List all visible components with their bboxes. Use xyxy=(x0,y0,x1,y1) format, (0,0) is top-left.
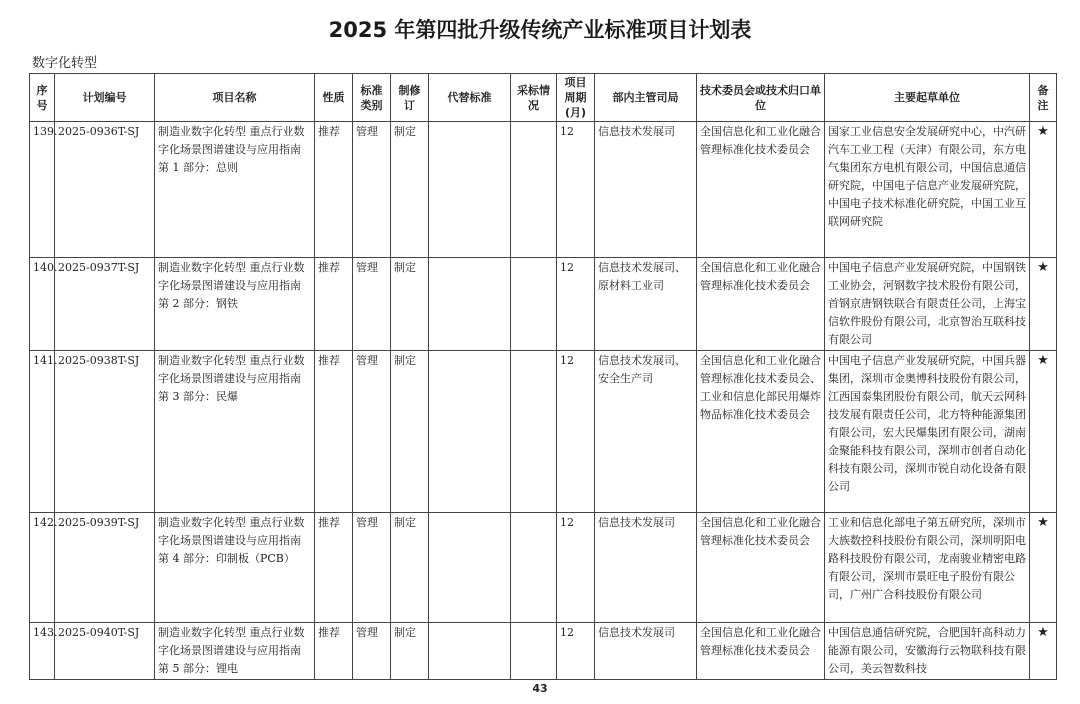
cell-category: 管理 xyxy=(353,623,391,680)
cell-adopt xyxy=(511,513,557,623)
cell-period: 12 xyxy=(557,623,595,680)
cell-replace xyxy=(429,258,511,351)
cell-name: 制造业数字化转型 重点行业数字化场景图谱建设与应用指南 第 5 部分：锂电 xyxy=(155,623,315,680)
cell-drafters: 国家工业信息安全发展研究中心，中汽研汽车工业工程（天津）有限公司，东方电气集团东方电机有限公司，中国信息通信研究院，中国电子信息产业发展研究院，中国电子技术标准化研究院，中国工业互联网研究院 xyxy=(825,122,1030,258)
cell-plan-no: 2025-0940T-SJ xyxy=(55,623,155,680)
star-icon: ★ xyxy=(1030,513,1057,623)
cell-drafters: 中国信息通信研究院，合肥国轩高科动力能源有限公司，安徽海行云物联科技有限公司，美云智数科技 xyxy=(825,623,1030,680)
cell-drafters: 中国电子信息产业发展研究院，中国兵器集团，深圳市金奥博科技股份有限公司，江西国泰集团股份有限公司，航天云网科技发展有限责任公司，北方特种能源集团有限公司，宏大民爆集团有限公司，湖南金聚能科技有限公司，深圳市创者自动化科技有限公司，深圳市锐自动化设备有限公司 xyxy=(825,351,1030,513)
cell-name: 制造业数字化转型 重点行业数字化场景图谱建设与应用指南 第 3 部分：民爆 xyxy=(155,351,315,513)
table-row xyxy=(30,513,1057,623)
cell-plan-no: 2025-0938T-SJ xyxy=(55,351,155,513)
cell-committee: 全国信息化和工业化融合管理标准化技术委员会 xyxy=(697,623,825,680)
cell-seq: 141. xyxy=(30,351,55,513)
header-plan-no: 计划编号 xyxy=(55,74,155,122)
cell-seq: 142. xyxy=(30,513,55,623)
header-committee: 技术委员会或技术归口单位 xyxy=(697,74,825,122)
star-icon: ★ xyxy=(1030,351,1057,513)
standards-plan-table xyxy=(29,73,1057,680)
cell-dept: 信息技术发展司 xyxy=(595,623,697,680)
cell-replace xyxy=(429,351,511,513)
cell-replace xyxy=(429,513,511,623)
cell-replace xyxy=(429,122,511,258)
cell-adopt xyxy=(511,351,557,513)
cell-dept: 信息技术发展司 xyxy=(595,513,697,623)
cell-drafters: 工业和信息化部电子第五研究所，深圳市大族数控科技股份有限公司，深圳明阳电路科技股份有限公司，龙南骏业精密电路有限公司，深圳市景旺电子股份有限公司，广州广合科技股份有限公司 xyxy=(825,513,1030,623)
header-nature: 性质 xyxy=(315,74,353,122)
cell-nature: 推荐 xyxy=(315,623,353,680)
header-replace: 代替标准 xyxy=(429,74,511,122)
table-row xyxy=(30,258,1057,351)
cell-replace xyxy=(429,623,511,680)
table-row xyxy=(30,351,1057,513)
cell-revise: 制定 xyxy=(391,122,429,258)
cell-nature: 推荐 xyxy=(315,258,353,351)
star-icon: ★ xyxy=(1030,623,1057,680)
cell-plan-no: 2025-0936T-SJ xyxy=(55,122,155,258)
cell-name: 制造业数字化转型 重点行业数字化场景图谱建设与应用指南 第 2 部分：钢铁 xyxy=(155,258,315,351)
header-category: 标准类别 xyxy=(353,74,391,122)
cell-period: 12 xyxy=(557,122,595,258)
page-number: 43 xyxy=(532,682,548,695)
header-seq: 序号 xyxy=(30,74,55,122)
cell-revise: 制定 xyxy=(391,623,429,680)
cell-name: 制造业数字化转型 重点行业数字化场景图谱建设与应用指南 第 1 部分：总则 xyxy=(155,122,315,258)
document-title: 2025 年第四批升级传统产业标准项目计划表 xyxy=(328,18,752,42)
table-row xyxy=(30,122,1057,258)
cell-plan-no: 2025-0937T-SJ xyxy=(55,258,155,351)
section-label: 数字化转型 xyxy=(32,56,98,71)
cell-dept: 信息技术发展司 xyxy=(595,122,697,258)
header-period: 项目周期(月) xyxy=(557,74,595,122)
header-name: 项目名称 xyxy=(155,74,315,122)
header-dept: 部内主管司局 xyxy=(595,74,697,122)
cell-drafters: 中国电子信息产业发展研究院，中国钢铁工业协会，河钢数字技术股份有限公司，首钢京唐钢铁联合有限责任公司，上海宝信软件股份有限公司，北京智治互联科技有限公司 xyxy=(825,258,1030,351)
table-header-row xyxy=(30,74,1057,122)
cell-category: 管理 xyxy=(353,351,391,513)
cell-committee: 全国信息化和工业化融合管理标准化技术委员会 xyxy=(697,258,825,351)
cell-dept: 信息技术发展司、原材料工业司 xyxy=(595,258,697,351)
cell-category: 管理 xyxy=(353,258,391,351)
cell-seq: 143. xyxy=(30,623,55,680)
cell-name: 制造业数字化转型 重点行业数字化场景图谱建设与应用指南 第 4 部分：印制板（PCB） xyxy=(155,513,315,623)
cell-dept: 信息技术发展司、安全生产司 xyxy=(595,351,697,513)
star-icon: ★ xyxy=(1030,122,1057,258)
cell-period: 12 xyxy=(557,351,595,513)
cell-adopt xyxy=(511,122,557,258)
cell-category: 管理 xyxy=(353,513,391,623)
cell-revise: 制定 xyxy=(391,258,429,351)
cell-committee: 全国信息化和工业化融合管理标准化技术委员会 xyxy=(697,122,825,258)
cell-nature: 推荐 xyxy=(315,122,353,258)
header-adopt: 采标情况 xyxy=(511,74,557,122)
cell-period: 12 xyxy=(557,513,595,623)
cell-seq: 140. xyxy=(30,258,55,351)
cell-period: 12 xyxy=(557,258,595,351)
cell-revise: 制定 xyxy=(391,513,429,623)
cell-committee: 全国信息化和工业化融合管理标准化技术委员会、工业和信息化部民用爆炸物品标准化技术委员会 xyxy=(697,351,825,513)
header-revise: 制修订 xyxy=(391,74,429,122)
header-remark: 备注 xyxy=(1030,74,1057,122)
cell-category: 管理 xyxy=(353,122,391,258)
cell-nature: 推荐 xyxy=(315,351,353,513)
cell-revise: 制定 xyxy=(391,351,429,513)
cell-plan-no: 2025-0939T-SJ xyxy=(55,513,155,623)
cell-adopt xyxy=(511,623,557,680)
cell-seq: 139. xyxy=(30,122,55,258)
cell-adopt xyxy=(511,258,557,351)
header-drafters: 主要起草单位 xyxy=(825,74,1030,122)
cell-committee: 全国信息化和工业化融合管理标准化技术委员会 xyxy=(697,513,825,623)
cell-nature: 推荐 xyxy=(315,513,353,623)
table-row xyxy=(30,623,1057,680)
star-icon: ★ xyxy=(1030,258,1057,351)
